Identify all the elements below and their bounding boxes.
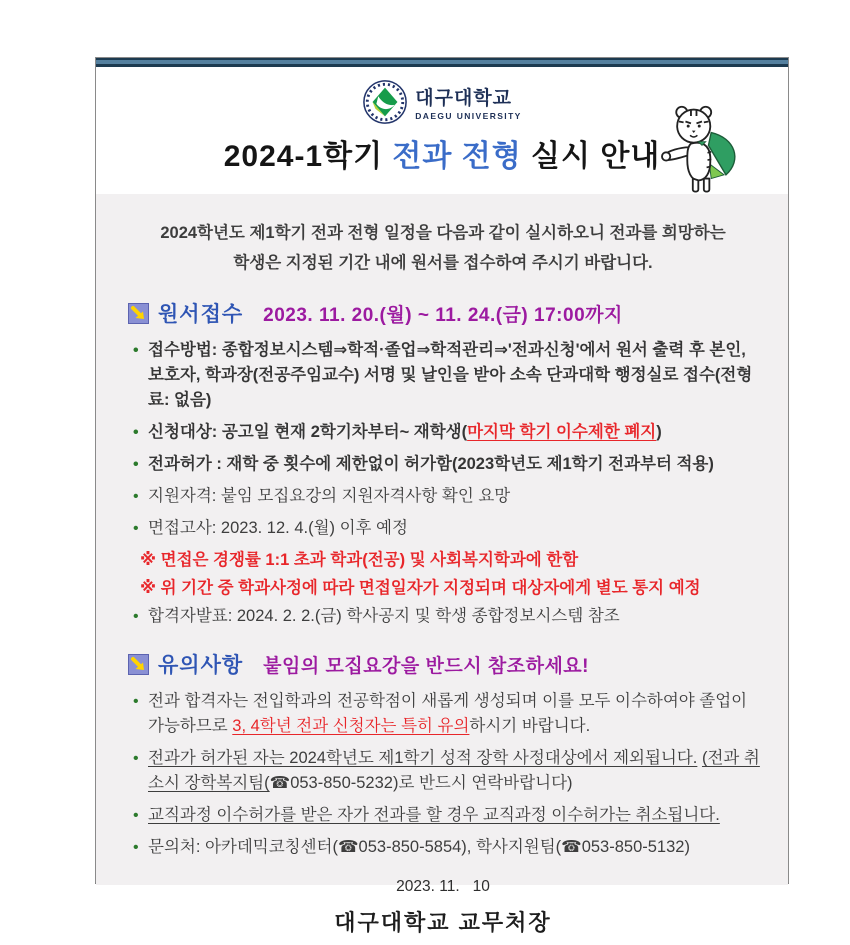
section-note: 붙임의 모집요강을 반드시 참조하세요! <box>263 655 589 677</box>
intro-line-1: 2024학년도 제1학기 전과 전형 일정을 다음과 같이 실시하오니 전과를 희망하는 <box>160 224 726 242</box>
sections-container <box>126 298 760 860</box>
document-header <box>96 67 788 194</box>
list-item <box>126 746 760 796</box>
section-1 <box>126 298 760 629</box>
text-segment: 마지막 학기 이수제한 폐지 <box>467 423 657 441</box>
text-segment: ※ 위 기간 중 학과사정에 따라 면접일자가 지정되며 대상자에게 별도 통지 예정 <box>140 579 701 597</box>
text-segment: 면접고사: 2023. 12. 4.(월) 이후 예정 <box>148 519 408 537</box>
title-highlight: 전과 전형 <box>392 140 522 173</box>
text-segment: 신청대상: 공고일 현재 2학기차부터~ 재학생( <box>148 423 468 441</box>
list-item <box>126 420 760 445</box>
arrow-down-right-icon <box>128 654 149 675</box>
text-segment: 교직과정 이수허가를 받은 자가 전과를 할 경우 교직과정 이수허가는 취소됩니다. <box>148 806 720 824</box>
intro-paragraph <box>126 218 760 278</box>
university-emblem-icon <box>362 79 408 125</box>
list-item <box>126 338 760 413</box>
text-segment: ※ 면접은 경쟁률 1:1 초과 학과(전공) 및 사회복지학과에 한함 <box>140 551 579 569</box>
list-item <box>126 604 760 629</box>
section-heading <box>128 649 760 679</box>
university-name: 대구대학교 <box>415 88 513 109</box>
text-segment: 전과가 허가된 자는 2024학년도 제1학기 성적 장학 사정대상에서 제외됩니다. <box>148 749 698 767</box>
list-item <box>126 835 760 860</box>
section-2 <box>126 649 760 860</box>
list-item <box>126 803 760 828</box>
text-segment: 하시기 바랍니다. <box>469 717 591 735</box>
section-item-list <box>126 689 760 860</box>
list-item <box>126 452 760 477</box>
text-segment: (전과 취소시 장학복지팀( <box>148 749 760 792</box>
text-segment: 전과 합격자는 전입학과의 전공학점이 새롭게 생성되며 이를 모두 이수하여야 졸업이 가능하므로 <box>148 692 748 735</box>
tiger-mascot-icon <box>656 101 748 199</box>
text-segment: 전과허가 : 재학 중 횟수에 제한없이 허가함(2023학년도 제1학기 전과부터 적용) <box>148 455 714 473</box>
university-name-en: DAEGU UNIVERSITY <box>415 111 522 121</box>
list-item <box>126 689 760 739</box>
text-segment: 합격자발표: 2024. 2. 2.(금) 학사공지 및 학생 종합정보시스템 참조 <box>148 607 620 625</box>
title-suffix: 실시 안내 <box>521 140 661 173</box>
section-heading <box>128 298 760 328</box>
signature: 대구대학교 교무처장 <box>334 910 552 935</box>
list-item <box>126 484 760 509</box>
arrow-down-right-icon <box>128 303 149 324</box>
section-title: 유의사항 <box>158 654 244 677</box>
note-item <box>126 576 760 601</box>
text-segment: ☎053-850-5232)로 반드시 연락바랍니다) <box>269 774 573 792</box>
issue-date: 2023. 11. 10 <box>396 878 490 895</box>
section-note: 2023. 11. 20.(월) ~ 11. 24.(금) 17:00까지 <box>263 304 623 326</box>
text-segment: ) <box>656 423 662 441</box>
document-body <box>96 194 788 935</box>
note-item <box>126 548 760 573</box>
text-segment: 지원자격: 붙임 모집요강의 지원자격사항 확인 요망 <box>148 487 511 505</box>
notice-document <box>95 57 789 935</box>
arrow-down-right-icon <box>128 303 149 324</box>
section-item-list <box>126 338 760 629</box>
text-segment: 접수방법: 종합정보시스템⇒학적·졸업⇒학적관리⇒'전과신청'에서 원서 출력 후 본인, 보호자, 학과장(전공주임교수) 서명 및 날인을 받아 소속 단과대학 행정실로 접수(전형료: 없음) <box>148 341 753 409</box>
text-segment: 3, 4학년 전과 신청자는 특히 유의 <box>232 717 470 735</box>
arrow-down-right-icon <box>128 654 149 675</box>
logo-text <box>415 83 521 121</box>
intro-line-2: 학생은 지정된 기간 내에 원서를 접수하여 주시기 바랍니다. <box>233 254 653 272</box>
top-accent-bar <box>96 58 788 67</box>
section-title: 원서접수 <box>158 303 244 326</box>
text-segment: 문의처: 아카데믹코칭센터(☎053-850-5854), 학사지원팀(☎053-850-5132) <box>148 838 690 856</box>
title-prefix: 2024-1학기 <box>223 140 393 173</box>
list-item <box>126 516 760 541</box>
